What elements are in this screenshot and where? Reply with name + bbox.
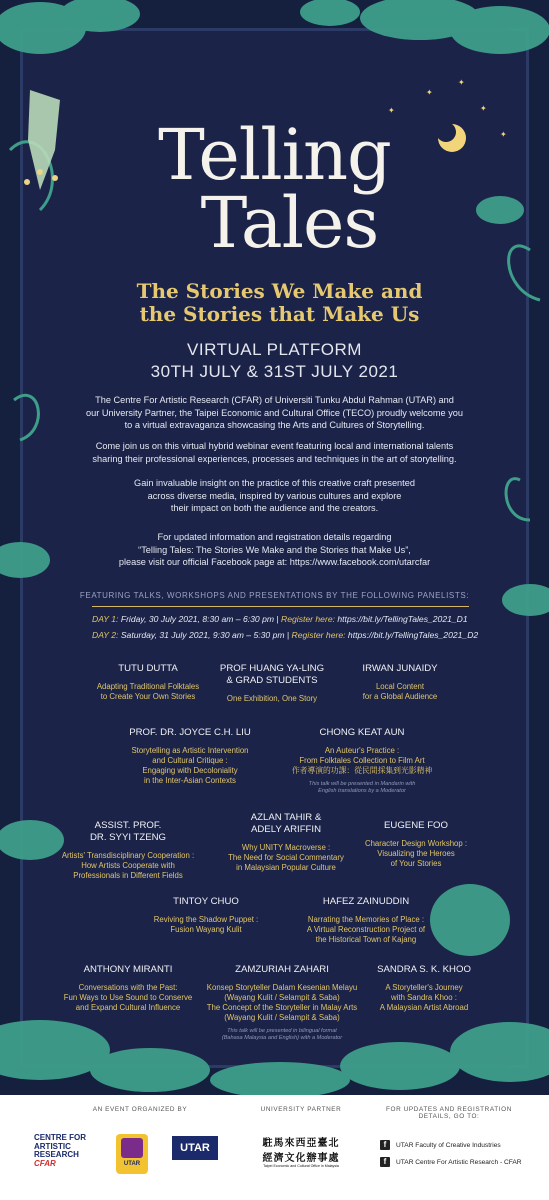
text-line: across diverse media, inspired by various cultures and explore <box>147 490 402 501</box>
panelist-name: ZAMZURIAH ZAHARI <box>235 964 329 975</box>
facebook-link-fci[interactable] <box>380 1140 501 1150</box>
day1-schedule <box>92 614 492 624</box>
facebook-icon: f <box>380 1157 390 1167</box>
panelist-card <box>329 964 519 1018</box>
teco-logo <box>256 1134 346 1168</box>
text-line: The Centre For Artistic Research (CFAR) of Universiti Tunku Abdul Rahman (UTAR) and <box>95 395 454 405</box>
panelist-name: HAFEZ ZAINUDDIN <box>322 896 410 907</box>
text-line: sharing their professional experiences, processes and techniques in the art of storytelling. <box>92 453 457 464</box>
logo-text: CFAR <box>34 1158 56 1168</box>
logo-text: Taipei Economic and Cultural Office in Malaysia <box>263 1164 339 1168</box>
intro-paragraph <box>40 394 509 432</box>
logo-text: 駐馬來西亞臺北 <box>262 1138 340 1149</box>
facebook-link-cfar[interactable] <box>380 1157 522 1167</box>
panelist-language-note: This talk will be presented in bilingual format (Bahasa Malaysia and English) with a Moderator <box>221 1028 343 1041</box>
panelist-talk-title: Local Content for a Global Audience <box>362 682 438 701</box>
panelist-talk-title: Character Design Workshop : Visualizing the Heroes of Your Stories <box>364 839 468 868</box>
subtitle-line-2: the Stories that Make Us <box>139 302 420 326</box>
facebook-page-name: UTAR Centre For Artistic Research - CFAR <box>396 1158 522 1166</box>
title-line-1: Telling <box>158 114 391 196</box>
logo-text: UTAR <box>123 1161 141 1167</box>
panelist-name: AZLAN TAHIR & ADELY ARIFFIN <box>250 812 322 835</box>
panelist-talk-title: Adapting Traditional Folktales to Create Your Own Stories <box>96 682 200 701</box>
register-link[interactable]: https://bit.ly/TellingTales_2021_D2 <box>345 630 479 640</box>
panelist-name: TINTOY CHUO <box>173 896 239 907</box>
panelist-language-note: This talk will be presented in Mandarin with English translations by a Moderator <box>308 781 416 794</box>
insight-paragraph <box>40 477 509 515</box>
panelist-card <box>326 820 506 874</box>
logo-text: CENTRE FOR <box>34 1133 86 1142</box>
facebook-page-name: UTAR Faculty of Creative Industries <box>396 1141 501 1149</box>
panelist-name: PROF. DR. JOYCE C.H. LIU <box>129 727 251 738</box>
logo-text: ARTISTIC <box>34 1141 71 1151</box>
panelist-card <box>325 663 475 707</box>
event-dates: 30TH JULY & 31ST JULY 2021 <box>150 362 399 381</box>
join-paragraph <box>40 440 509 465</box>
panelist-talk-title: Storytelling as Artistic Intervention and Cultural Critique : Engaging with Decoloniality in the Inter-Asian Contexts <box>131 746 249 785</box>
text-line: For updated information and registration details regarding <box>157 532 392 542</box>
panelist-talk-title: Why UNITY Macroverse : The Need for Social Commentary in Malaysian Popular Culture <box>228 843 344 872</box>
title-line-2: Tales <box>200 182 379 264</box>
panelist-name: ANTHONY MIRANTI <box>83 964 173 975</box>
text-line: their impact on both the audience and the creators. <box>170 503 379 513</box>
star-icon: ✦ <box>426 88 433 97</box>
facebook-link[interactable]: please visit our official Facebook page at: https://www.facebook.com/utarcfar <box>118 557 431 567</box>
panelist-card <box>90 727 290 791</box>
register-label: Register here: <box>281 614 335 624</box>
text-line: our University Partner, the Taipei Economic and Cultural Office (TECO) proudly welcome you <box>85 407 464 418</box>
panelist-name: TUTU DUTTA <box>118 663 178 674</box>
star-icon: ✦ <box>500 130 507 139</box>
featuring-heading: FEATURING TALKS, WORKSHOPS AND PRESENTATIONS BY THE FOLLOWING PANELISTS: <box>79 591 470 600</box>
panelist-name: EUGENE FOO <box>384 820 448 831</box>
star-icon: ✦ <box>458 78 465 87</box>
organized-by-label: AN EVENT ORGANIZED BY <box>92 1106 188 1113</box>
panelist-name: PROF HUANG YA-LING & GRAD STUDENTS <box>219 663 325 686</box>
register-link[interactable]: https://bit.ly/TellingTales_2021_D1 <box>335 614 468 624</box>
info-paragraph <box>40 531 509 569</box>
panelist-name: CHONG KEAT AUN <box>319 727 405 738</box>
platform-label: VIRTUAL PLATFORM <box>187 340 362 359</box>
text-line: to a virtual extravaganza showcasing the Arts and Cultures of Storytelling. <box>124 420 425 430</box>
day-time: Saturday, 31 July 2021, 9:30 am – 5:30 pm | <box>118 630 292 640</box>
panelist-talk-title: Reviving the Shadow Puppet : Fusion Wayang Kulit <box>153 915 259 934</box>
subtitle-line-1: The Stories We Make and <box>136 279 423 303</box>
utar-logo: UTAR <box>172 1136 218 1160</box>
panelist-talk-title: Konsep Storyteller Dalam Kesenian Melayu (Wayang Kulit / Selampit & Saba) The Concept of the Storyteller in Malay Arts (Wayang Kulit / Selampit & Saba) <box>206 983 358 1022</box>
text-line: Come join us on this virtual hybrid webinar event featuring local and international talents <box>95 441 454 451</box>
utar-fci-logo <box>116 1134 148 1174</box>
panelist-talk-title: A Storyteller's Journey with Sandra Khoo : A Malaysian Artist Abroad <box>379 983 469 1012</box>
day-label: DAY 2: <box>92 630 119 640</box>
panelist-talk-title: Narrating the Memories of Place : A Virtual Reconstruction Project of the Historical Town of Kajang <box>306 915 426 944</box>
panelist-name: IRWAN JUNAIDY <box>362 663 438 674</box>
logo-text: 經濟文化辦事處 <box>262 1153 340 1164</box>
panelist-talk-title: One Exhibition, One Story <box>226 694 318 703</box>
star-icon: ✦ <box>480 104 487 113</box>
day-label: DAY 1: <box>92 614 119 624</box>
facebook-icon: f <box>380 1140 390 1150</box>
divider <box>92 606 469 607</box>
panelist-card <box>266 896 466 950</box>
panelist-talk-title: An Auteur's Practice : From Folktales Collection to Film Art 作者導演的功課：從民間採集到光影精神 <box>291 746 433 775</box>
panelist-name: SANDRA S. K. KHOO <box>377 964 471 975</box>
register-label: Register here: <box>291 630 346 640</box>
university-partner-label: UNIVERSITY PARTNER <box>260 1106 342 1113</box>
text-line: Gain invaluable insight on the practice of this creative craft presented <box>134 478 415 488</box>
panelist-talk-title: Conversations with the Past: Fun Ways to Use Sound to Conserve and Expand Cultural Influence <box>63 983 193 1012</box>
star-icon: ✦ <box>388 106 395 115</box>
panelist-name: ASSIST. PROF. DR. SYYI TZENG <box>89 820 167 843</box>
text-line: “Telling Tales: The Stories We Make and the Stories that Make Us”, <box>138 544 411 555</box>
day2-schedule <box>92 630 492 640</box>
panelist-card <box>262 727 462 795</box>
updates-label: FOR UPDATES AND REGISTRATION DETAILS, GO TO: <box>386 1106 512 1120</box>
logo-text: RESEARCH <box>34 1150 79 1160</box>
day-time: Friday, 30 July 2021, 8:30 am – 6:30 pm | <box>118 614 282 624</box>
panelist-talk-title: Artists' Transdisciplinary Cooperation : How Artists Cooperate with Professionals in Different Fields <box>61 851 195 880</box>
cfar-logo <box>34 1134 94 1168</box>
